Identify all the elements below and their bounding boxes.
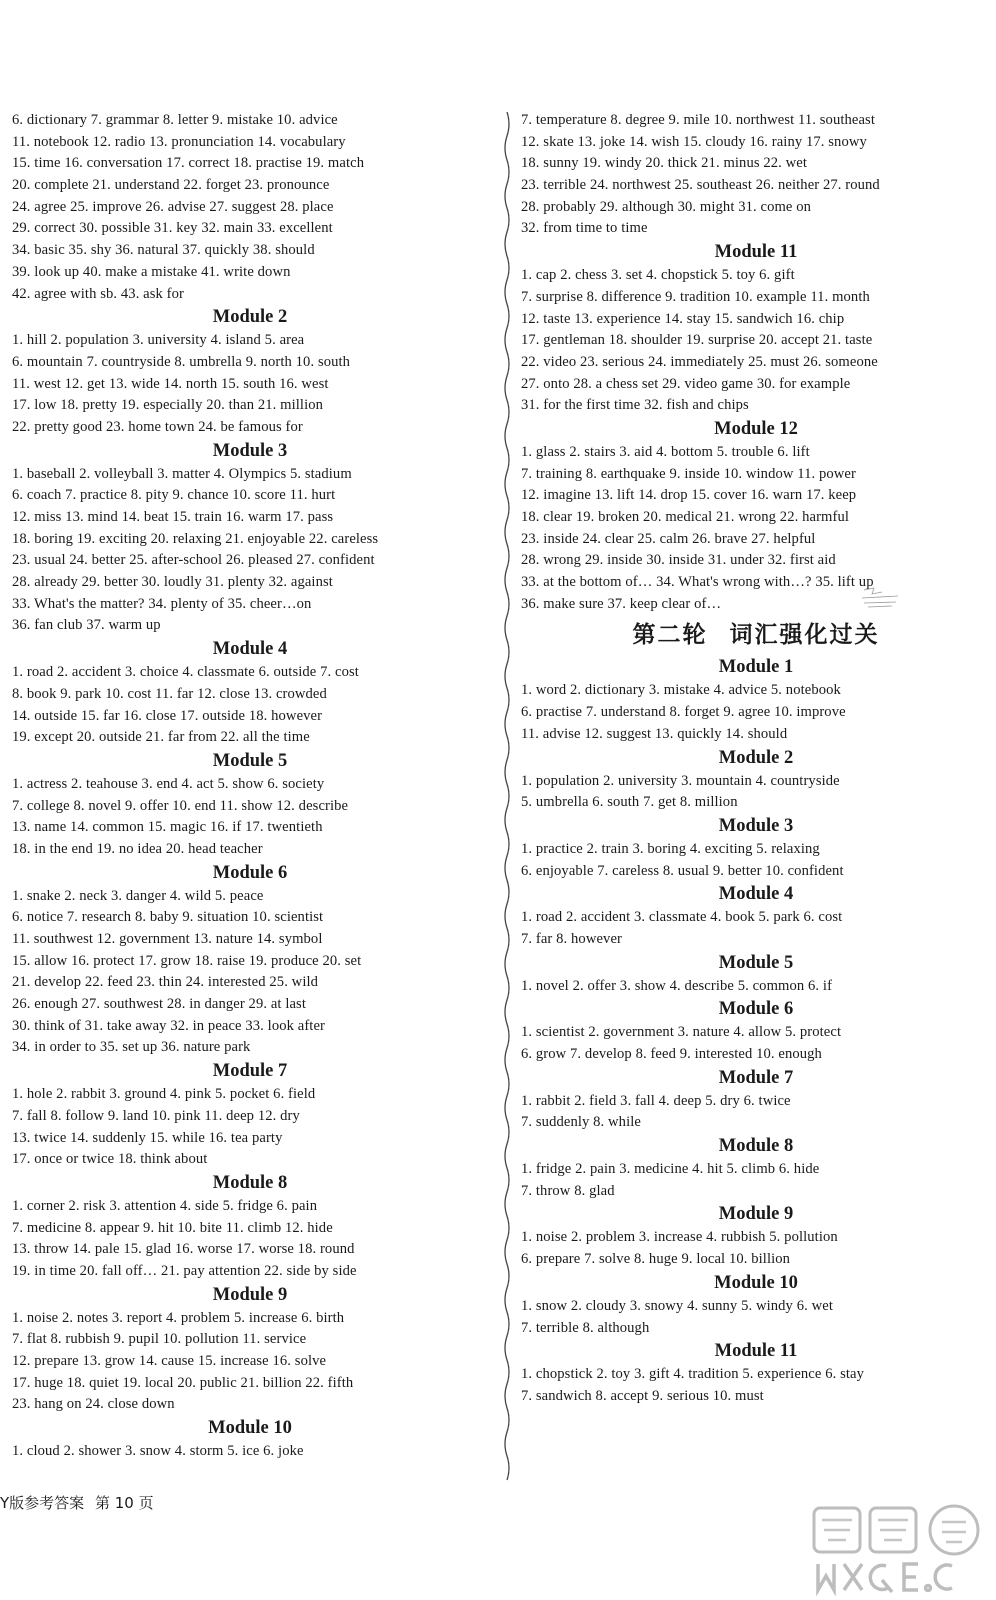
answer-line: 1. word 2. dictionary 3. mistake 4. advice 5. notebook [521,682,841,699]
answer-line: 17. once or twice 18. think about [12,1151,208,1168]
answer-line: 30. think of 31. take away 32. in peace 33. look after [12,1017,325,1034]
answer-line: 36. make sure 37. keep clear of… [521,595,722,612]
module-heading-module-9: Module 9 [212,1284,288,1305]
module-heading-module-12: Module 12 [714,418,798,439]
answer-line: 12. imagine 13. lift 14. drop 15. cover 16. warn 17. keep [521,487,857,504]
answer-line: 23. inside 24. clear 25. calm 26. brave 27. helpful [521,530,816,547]
answer-line: 29. correct 30. possible 31. key 32. main 33. excellent [12,220,333,237]
answer-line: 1. cloud 2. shower 3. snow 4. storm 5. ice 6. joke [12,1443,304,1460]
answer-line: 33. What's the matter? 34. plenty of 35. cheer…on [12,595,312,612]
answer-line: 15. time 16. conversation 17. correct 18. practise 19. match [12,155,365,172]
answer-line: 24. agree 25. improve 26. advise 27. suggest 28. place [12,198,334,215]
answer-line: 12. skate 13. joke 14. wish 15. cloudy 16. rainy 17. snowy [521,133,867,150]
answer-line: 7. temperature 8. degree 9. mile 10. northwest 11. southeast [521,112,875,128]
answer-line: 1. practice 2. train 3. boring 4. exciting 5. relaxing [521,840,820,857]
answer-line: 6. notice 7. research 8. baby 9. situation 10. scientist [12,909,324,926]
answer-line: 17. huge 18. quiet 19. local 20. public 21. billion 22. fifth [12,1374,354,1391]
answer-line: 1. cap 2. chess 3. set 4. chopstick 5. toy 6. gift [521,267,795,284]
answer-line: 22. pretty good 23. home town 24. be famous for [12,418,303,435]
answer-line: 12. taste 13. experience 14. stay 15. sandwich 16. chip [521,310,845,327]
answer-line: 7. medicine 8. appear 9. hit 10. bite 11. climb 12. hide [12,1219,333,1236]
answer-line: 12. prepare 13. grow 14. cause 15. increase 16. solve [12,1353,327,1369]
module-heading-module-6: Module 6 [718,999,794,1020]
footer-edition: Y版参考答案 [0,1494,85,1512]
answer-line: 18. in the end 19. no idea 20. head teacher [12,840,263,857]
answer-line: 1. actress 2. teahouse 3. end 4. act 5. show 6. society [12,775,325,792]
answer-line: 13. throw 14. pale 15. glad 16. worse 17. worse 18. round [12,1241,355,1258]
module-heading-module-3: Module 3 [212,440,288,461]
answer-line: 11. notebook 12. radio 13. pronunciation 14. vocabulary [12,133,346,150]
answer-line: 7. terrible 8. although [521,1319,650,1336]
module-heading-module-11: Module 11 [714,1341,798,1362]
module-heading-module-5: Module 5 [212,750,288,771]
round-title [521,615,991,655]
answer-line: 39. look up 40. make a mistake 41. write down [12,263,291,280]
small-stamp-mark [858,584,902,610]
answer-line: 7. fall 8. follow 9. land 10. pink 11. deep 12. dry [12,1107,300,1124]
answer-line: 1. fridge 2. pain 3. medicine 4. hit 5. climb 6. hide [521,1161,820,1178]
module-heading-module-10: Module 10 [714,1272,798,1293]
module-heading-module-7: Module 7 [212,1061,288,1082]
answer-line: 22. video 23. serious 24. immediately 25. must 26. someone [521,353,878,370]
answer-line: 20. complete 21. understand 22. forget 23. pronounce [12,177,330,194]
answer-line: 7. training 8. earthquake 9. inside 10. window 11. power [521,465,856,482]
answer-line: 18. clear 19. broken 20. medical 21. wrong 22. harmful [521,509,849,525]
answer-line: 1. novel 2. offer 3. show 4. describe 5. common 6. if [521,977,833,994]
page-footer [0,1492,160,1513]
answer-line: 18. sunny 19. windy 20. thick 21. minus 22. wet [521,155,808,172]
answer-line: 27. onto 28. a chess set 29. video game 30. for example [521,375,851,392]
answer-line: 1. noise 2. problem 3. increase 4. rubbish 5. pollution [521,1229,838,1246]
column-divider [502,112,512,1492]
answer-line: 31. for the first time 32. fish and chips [521,397,749,414]
answer-line: 8. book 9. park 10. cost 11. far 12. close 13. crowded [12,685,327,702]
answer-line: 34. in order to 35. set up 36. nature park [12,1039,251,1056]
answer-line: 7. surprise 8. difference 9. tradition 10. example 11. month [521,288,870,305]
module-heading-module-4: Module 4 [718,884,794,905]
answer-line: 1. corner 2. risk 3. attention 4. side 5. fridge 6. pain [12,1197,318,1214]
answer-line: 42. agree with sb. 43. ask for [12,285,185,302]
module-heading-module-8: Module 8 [212,1172,288,1193]
answer-line: 5. umbrella 6. south 7. get 8. million [521,794,738,811]
module-heading-module-10: Module 10 [208,1418,292,1439]
answer-line: 13. name 14. common 15. magic 16. if 17. twentieth [12,819,323,836]
module-heading-module-9: Module 9 [718,1204,794,1225]
round-title-part: 第二轮 [632,622,708,649]
answer-line: 7. throw 8. glad [521,1182,615,1199]
answer-line: 7. suddenly 8. while [521,1114,641,1131]
answer-line: 1. population 2. university 3. mountain 4. countryside [521,772,840,789]
module-heading-module-6: Module 6 [212,862,288,883]
answer-line: 7. sandwich 8. accept 9. serious 10. must [521,1387,764,1404]
answer-line: 33. at the bottom of… 34. What's wrong with…? 35. lift up [521,574,874,591]
answer-line: 17. gentleman 18. shoulder 19. surprise 20. accept 21. taste [521,332,873,349]
answer-line: 6. dictionary 7. grammar 8. letter 9. mistake 10. advice [12,112,338,128]
left-column [12,110,488,1463]
footer-page-number: 第 10 页 [94,1494,154,1512]
answer-line: 7. flat 8. rubbish 9. pupil 10. pollution 11. service [12,1331,307,1348]
answer-line: 6. grow 7. develop 8. feed 9. interested 10. enough [521,1046,822,1062]
answer-line: 7. far 8. however [521,930,622,947]
answer-line: 14. outside 15. far 16. close 17. outside 18. however [12,707,323,724]
answer-line: 1. road 2. accident 3. classmate 4. book 5. park 6. cost [521,909,843,926]
answer-line: 15. allow 16. protect 17. grow 18. raise 19. produce 20. set [12,952,362,969]
answer-line: 6. coach 7. practice 8. pity 9. chance 10. score 11. hurt [12,487,336,504]
answer-line: 26. enough 27. southwest 28. in danger 29. at last [12,996,306,1013]
answer-line: 32. from time to time [521,220,648,237]
answer-line: 19. except 20. outside 21. far from 22. all the time [12,729,310,746]
answer-line: 18. boring 19. exciting 20. relaxing 21. enjoyable 22. careless [12,530,379,547]
answer-line: 19. in time 20. fall off… 21. pay attention 22. side by side [12,1262,357,1279]
answer-line: 23. terrible 24. northwest 25. southeast 26. neither 27. round [521,177,880,194]
answer-line: 1. hole 2. rabbit 3. ground 4. pink 5. pocket 6. field [12,1086,316,1103]
module-heading-module-4: Module 4 [212,639,288,660]
module-heading-module-8: Module 8 [718,1136,794,1157]
answer-line: 1. baseball 2. volleyball 3. matter 4. Olympics 5. stadium [12,465,352,482]
answer-line: 36. fan club 37. warm up [12,617,161,634]
answer-line: 1. snake 2. neck 3. danger 4. wild 5. peace [12,887,264,904]
round-title-part: 词汇强化过关 [729,622,880,649]
answer-line: 1. glass 2. stairs 3. aid 4. bottom 5. trouble 6. lift [521,443,810,460]
answer-line: 6. mountain 7. countryside 8. umbrella 9. north 10. south [12,353,351,370]
answer-line: 1. road 2. accident 3. choice 4. classmate 6. outside 7. cost [12,664,359,681]
answer-line: 28. already 29. better 30. loudly 31. plenty 32. against [12,574,333,591]
answer-line: 17. low 18. pretty 19. especially 20. than 21. million [12,397,324,414]
answer-line: 21. develop 22. feed 23. thin 24. interested 25. wild [12,974,319,991]
module-heading-module-1: Module 1 [718,657,794,678]
answer-line: 6. prepare 7. solve 8. huge 9. local 10. billion [521,1251,791,1268]
answer-line: 23. hang on 24. close down [12,1396,175,1413]
answer-line: 11. advise 12. suggest 13. quickly 14. should [521,725,788,742]
answer-line: 1. chopstick 2. toy 3. gift 4. tradition 5. experience 6. stay [521,1366,864,1383]
site-watermark-logo [808,1500,990,1596]
module-heading-module-7: Module 7 [718,1067,794,1088]
answer-line: 28. probably 29. although 30. might 31. come on [521,198,812,215]
answer-line: 28. wrong 29. inside 30. inside 31. under 32. first aid [521,552,836,569]
right-column [521,110,991,1408]
answer-line: 1. hill 2. population 3. university 4. island 5. area [12,332,305,349]
answer-line: 23. usual 24. better 25. after-school 26. pleased 27. confident [12,552,375,569]
answer-line: 1. snow 2. cloudy 3. snowy 4. sunny 5. windy 6. wet [521,1297,833,1314]
module-heading-module-2: Module 2 [718,747,794,768]
answer-line: 6. enjoyable 7. careless 8. usual 9. better 10. confident [521,862,844,879]
answer-line: 11. west 12. get 13. wide 14. north 15. south 16. west [12,375,329,392]
answer-line: 1. rabbit 2. field 3. fall 4. deep 5. dry 6. twice [521,1092,791,1109]
answer-line: 12. miss 13. mind 14. beat 15. train 16. warm 17. pass [12,509,334,525]
answer-line: 11. southwest 12. government 13. nature 14. symbol [12,931,323,947]
module-heading-module-3: Module 3 [718,815,794,836]
module-heading-module-5: Module 5 [718,952,794,973]
answer-line: 6. practise 7. understand 8. forget 9. agree 10. improve [521,704,846,721]
answer-line: 13. twice 14. suddenly 15. while 16. tea party [12,1129,283,1146]
module-heading-module-2: Module 2 [212,307,288,328]
module-heading-module-11: Module 11 [714,242,798,263]
answer-line: 7. college 8. novel 9. offer 10. end 11. show 12. describe [12,797,349,814]
answer-line: 1. scientist 2. government 3. nature 4. allow 5. protect [521,1024,842,1041]
answer-line: 1. noise 2. notes 3. report 4. problem 5. increase 6. birth [12,1309,345,1326]
answer-line: 34. basic 35. shy 36. natural 37. quickly 38. should [12,242,315,259]
